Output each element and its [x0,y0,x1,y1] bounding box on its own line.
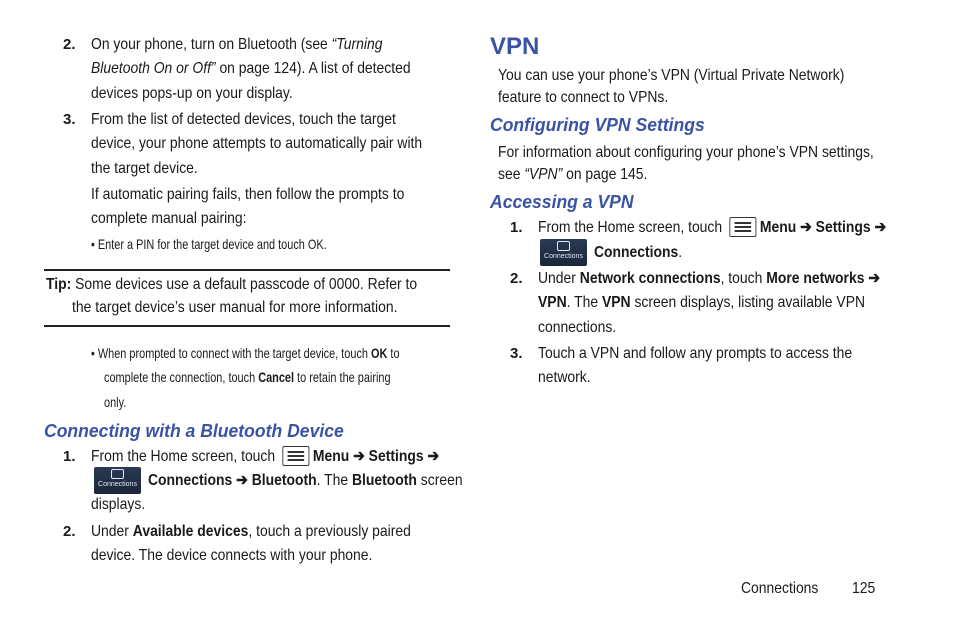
step-text: Under Available devices, touch a previously paired [91,523,411,540]
body-text: For information about configuring your phone’s VPN settings, [498,144,874,161]
bullet-item: complete the connection, touch Cancel to retain the pairing [104,369,391,385]
menu-icon [282,446,309,466]
tip-top-rule [44,269,450,271]
section-heading: Accessing a VPN [490,191,634,212]
step-text: Under Network connections, touch More networks ➔ [538,270,880,287]
bullet-item: only. [104,394,127,410]
menu-icon [729,217,756,237]
tip-text: the target device’s user manual for more information. [72,299,398,316]
step-number: 1. [510,219,523,236]
step-number: 2. [510,270,523,287]
step-number: 1. [63,448,76,465]
bullet-item: • Enter a PIN for the target device and touch OK. [91,236,327,252]
step-text: From the list of detected devices, touch the target [91,111,396,128]
step-text: Connections ➔ Bluetooth. The Bluetooth screen [148,472,463,489]
page-title: VPN [490,33,540,60]
body-text: see “VPN” on page 145. [498,166,648,183]
connections-icon: Connections [540,239,587,266]
step-text: Bluetooth On or Off” on page 124). A list of detected [91,60,411,77]
body-text: You can use your phone’s VPN (Virtual Private Network) [498,67,845,84]
section-heading: Configuring VPN Settings [490,114,705,135]
bullet-item: • When prompted to connect with the target device, touch OK to [91,345,400,361]
page-number: 125 [852,580,876,597]
step-text: connections. [538,319,617,336]
section-heading: Connecting with a Bluetooth Device [44,420,344,441]
step-text: Connections. [594,244,683,261]
step-text: device. The device connects with your phone. [91,547,373,564]
step-text: network. [538,369,591,386]
step-number: 3. [510,345,523,362]
footer-section: Connections [741,580,819,597]
step-text: From the Home screen, touch Menu ➔ Settings ➔ [91,448,440,465]
step-text: devices pops-up on your display. [91,85,293,102]
step-text: the target device. [91,160,198,177]
connections-icon: Connections [94,467,141,494]
step-number: 2. [63,523,76,540]
step-number: 3. [63,111,76,128]
step-text: Touch a VPN and follow any prompts to access the [538,345,853,362]
step-text: From the Home screen, touch Menu ➔ Settings ➔ [538,219,887,236]
tip-bottom-rule [44,325,450,327]
step-text: On your phone, turn on Bluetooth (see “Turning [91,36,383,53]
step-text: complete manual pairing: [91,210,247,227]
step-text: VPN. The VPN screen displays, listing available VPN [538,294,866,311]
step-text: device, your phone attempts to automatically pair with [91,135,423,152]
step-number: 2. [63,36,76,53]
step-text: If automatic pairing fails, then follow the prompts to [91,186,405,203]
tip-text: Tip: Some devices use a default passcode of 0000. Refer to [46,276,418,293]
step-text: displays. [91,496,146,513]
body-text: feature to connect to VPNs. [498,89,669,106]
